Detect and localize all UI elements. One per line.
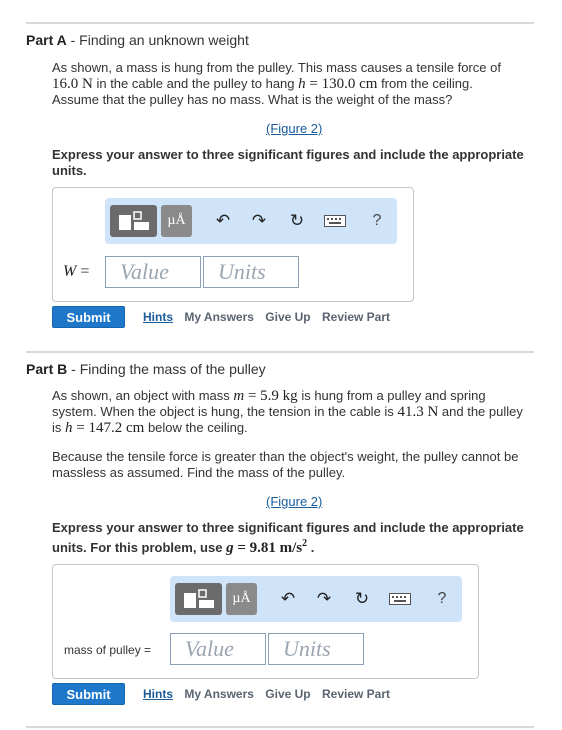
part-a-figure-link[interactable]: (Figure 2) bbox=[266, 121, 323, 136]
part-b-line3-a: is bbox=[52, 420, 62, 435]
part-b-toolbar bbox=[170, 576, 462, 622]
part-a-line2-mid: in the cable and the pulley to hang bbox=[96, 76, 295, 91]
part-b-prefix: Part B bbox=[26, 361, 68, 377]
divider-bottom bbox=[26, 726, 534, 728]
part-b-m-symbol: m bbox=[233, 388, 245, 404]
part-a-line3: Assume that the pulley has no mass. What is the weight of the mass? bbox=[52, 92, 453, 107]
help-icon[interactable]: ? bbox=[437, 590, 447, 607]
part-b-line1-a: As shown, an object with mass bbox=[52, 388, 230, 403]
part-b-instruction-end: . bbox=[310, 540, 315, 555]
part-b-my-answers-link[interactable]: My Answers bbox=[184, 687, 254, 701]
part-a-title: Part A - Finding an unknown weight bbox=[26, 32, 249, 48]
help-icon[interactable]: ? bbox=[372, 212, 382, 229]
part-a-h-value: = 130.0 cm bbox=[309, 76, 378, 92]
redo-icon[interactable]: ↷ bbox=[316, 589, 332, 608]
part-b-hints-link[interactable]: Hints bbox=[143, 687, 173, 701]
part-a-my-answers-link[interactable]: My Answers bbox=[184, 310, 254, 324]
part-b-submit-button[interactable]: Submit bbox=[52, 683, 125, 705]
units-icon[interactable]: µÅ bbox=[226, 583, 257, 615]
equals-sign: = bbox=[80, 263, 90, 280]
part-b-title-text: Finding the mass of the pulley bbox=[79, 361, 266, 377]
undo-icon[interactable]: ↶ bbox=[215, 211, 231, 230]
part-a-answer-box bbox=[52, 187, 414, 302]
part-b-review-part-link[interactable]: Review Part bbox=[321, 687, 391, 701]
part-b-explanation: Because the tensile force is greater than the object's weight, the pulley cannot be massless as assumed. Find the mass of the pulley. bbox=[52, 449, 519, 480]
part-b-units-input[interactable]: Units bbox=[268, 633, 364, 665]
part-b-answer-box bbox=[52, 564, 479, 679]
undo-icon[interactable]: ↶ bbox=[280, 589, 296, 608]
g-value: = 9.81 m/s bbox=[237, 540, 303, 556]
part-b-line3-b: below the ceiling. bbox=[147, 420, 248, 435]
part-b-give-up-link[interactable]: Give Up bbox=[265, 687, 311, 701]
part-b-instruction-line2: units. For this problem, use bbox=[52, 540, 223, 555]
part-b-instruction-line1: Express your answer to three significant figures and include the appropriate bbox=[52, 520, 524, 535]
part-a-toolbar bbox=[105, 198, 397, 244]
part-b-mass-value: = 5.9 kg bbox=[247, 388, 298, 404]
w-symbol: W bbox=[63, 263, 77, 280]
part-a-line2-end: from the ceiling. bbox=[381, 76, 473, 91]
reset-icon[interactable]: ↻ bbox=[289, 211, 305, 230]
part-a-title-text: Finding an unknown weight bbox=[79, 32, 249, 48]
part-b-tension-value: 41.3 N bbox=[397, 404, 439, 420]
part-a-value-input[interactable]: Value bbox=[105, 256, 201, 288]
templates-icon[interactable] bbox=[175, 583, 222, 615]
part-a-force-value: 16.0 N bbox=[52, 76, 93, 92]
g-exponent: 2 bbox=[302, 538, 308, 549]
redo-icon[interactable]: ↷ bbox=[251, 211, 267, 230]
part-b-line2-b: and the pulley bbox=[441, 404, 523, 419]
part-a-h-symbol: h bbox=[298, 76, 306, 92]
mass-of-pulley-label: mass of pulley = bbox=[64, 643, 152, 657]
reset-icon[interactable]: ↻ bbox=[354, 589, 370, 608]
divider-middle bbox=[26, 351, 534, 353]
part-b-links bbox=[143, 687, 398, 701]
part-b-h-value: = 147.2 cm bbox=[76, 420, 145, 436]
part-a-links bbox=[143, 310, 398, 324]
templates-icon[interactable] bbox=[110, 205, 157, 237]
part-b-figure-link[interactable]: (Figure 2) bbox=[266, 494, 323, 509]
part-b-line2-a: system. When the object is hung, the tension in the cable is bbox=[52, 404, 394, 419]
part-a-give-up-link[interactable]: Give Up bbox=[265, 310, 311, 324]
part-b-h-symbol: h bbox=[65, 420, 73, 436]
part-a-hints-link[interactable]: Hints bbox=[143, 310, 173, 324]
part-b-value-input[interactable]: Value bbox=[170, 633, 266, 665]
keyboard-icon[interactable] bbox=[323, 210, 347, 232]
part-a-var-label bbox=[63, 263, 89, 281]
keyboard-icon[interactable] bbox=[388, 588, 412, 610]
part-a-line1: As shown, a mass is hung from the pulley. This mass causes a tensile force of bbox=[52, 60, 501, 75]
part-a-prefix: Part A bbox=[26, 32, 67, 48]
part-b-instruction bbox=[52, 520, 537, 556]
part-b-line1-b: is hung from a pulley and spring bbox=[301, 388, 486, 403]
part-a-instruction: Express your answer to three significant figures and include the appropriate units. bbox=[52, 147, 524, 178]
part-a-submit-button[interactable]: Submit bbox=[52, 306, 125, 328]
part-b-title: Part B - Finding the mass of the pulley bbox=[26, 361, 266, 377]
g-symbol: g bbox=[226, 540, 234, 556]
part-a-review-part-link[interactable]: Review Part bbox=[321, 310, 391, 324]
part-a-units-input[interactable]: Units bbox=[203, 256, 299, 288]
part-b-problem-text bbox=[52, 388, 537, 436]
part-a-problem-text bbox=[52, 60, 537, 108]
divider-top bbox=[26, 22, 534, 24]
units-icon[interactable]: µÅ bbox=[161, 205, 192, 237]
